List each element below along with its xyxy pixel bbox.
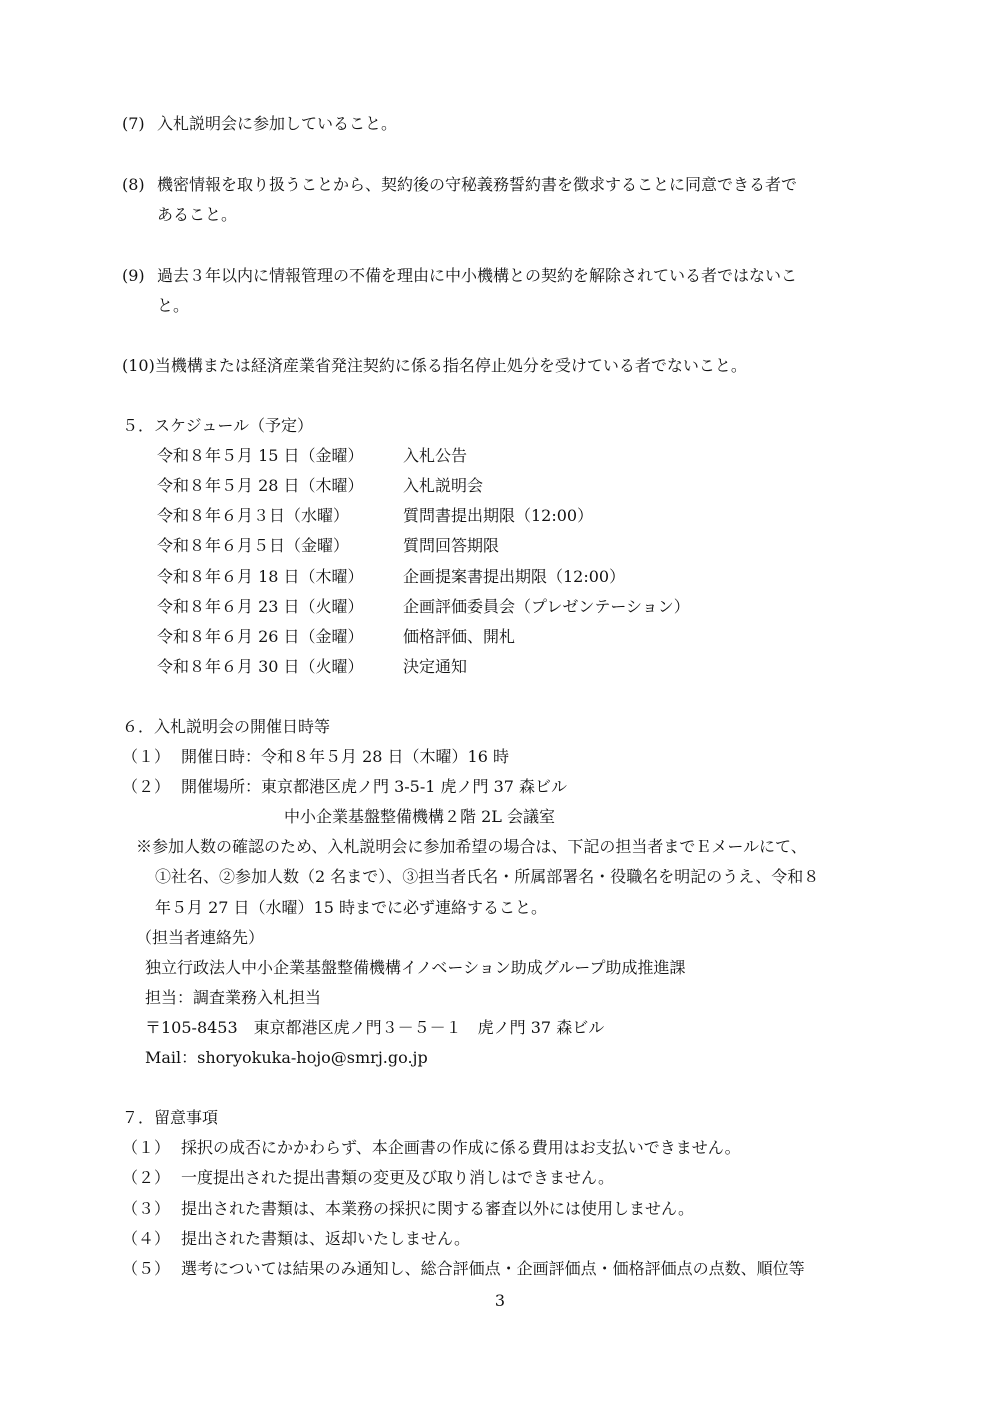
schedule-row-event: 決定通知 (403, 657, 468, 676)
briefing-item-1-number: （１） (122, 747, 171, 766)
schedule-row-date: 令和８年６月５日（金曜） (157, 536, 350, 555)
schedule-row-event: 入札説明会 (403, 476, 484, 495)
contact-label: （担当者連絡先） (136, 928, 265, 947)
note-item-number: （４） (122, 1229, 171, 1248)
schedule-row-date: 令和８年５月 15 日（金曜） (157, 446, 364, 465)
schedule-row-event: 入札公告 (403, 446, 468, 465)
condition-7-text: 入札説明会に参加していること。 (157, 114, 398, 133)
schedule-row-event: 質問回答期限 (403, 536, 500, 555)
schedule-row-event: 企画評価委員会（プレゼンテーション） (403, 597, 690, 616)
schedule-row-event: 企画提案書提出期限（12:00） (403, 567, 626, 586)
contact-organization: 独立行政法人中小企業基盤整備機構イノベーション助成グループ助成推進課 (145, 958, 686, 977)
note-item-number: （３） (122, 1199, 171, 1218)
notes-heading: ７．留意事項 (122, 1108, 219, 1127)
schedule-row-date: 令和８年６月 26 日（金曜） (157, 627, 364, 646)
schedule-row-event: 価格評価、開札 (403, 627, 516, 646)
briefing-venue: 開催場所：東京都港区虎ノ門 3-5-1 虎ノ門 37 森ビル (181, 777, 568, 796)
schedule-row-date: 令和８年６月 18 日（木曜） (157, 567, 364, 586)
note-item-text: 採択の成否にかかわらず、本企画書の作成に係る費用はお支払いできません。 (181, 1138, 741, 1157)
briefing-note-cont: 年５月 27 日（水曜）15 時までに必ず連絡すること。 (155, 898, 547, 917)
condition-9-text: 過去３年以内に情報管理の不備を理由に中小機構との契約を解除されている者ではないこ (157, 266, 798, 285)
briefing-venue-room: 中小企業基盤整備機構２階 2L 会議室 (284, 807, 555, 826)
briefing-item-2-number: （２） (122, 777, 171, 796)
schedule-row-event: 質問書提出期限（12:00） (403, 506, 594, 525)
schedule-row-date: 令和８年６月３日（水曜） (157, 506, 350, 525)
condition-8-number: (8) (122, 175, 145, 194)
schedule-row-date: 令和８年６月 30 日（火曜） (157, 657, 364, 676)
note-item-number: （２） (122, 1168, 171, 1187)
condition-9-text-cont: と。 (157, 296, 190, 315)
briefing-heading: ６．入札説明会の開催日時等 (122, 717, 331, 736)
note-item-text: 提出された書類は、返却いたしません。 (181, 1229, 470, 1248)
schedule-row-date: 令和８年６月 23 日（火曜） (157, 597, 364, 616)
page-number: 3 (494, 1291, 506, 1310)
contact-address: 〒105-8453 東京都港区虎ノ門３－５－１ 虎ノ門 37 森ビル (145, 1018, 605, 1037)
briefing-note: ※参加人数の確認のため、入札説明会に参加希望の場合は、下記の担当者までＥメールにて、 (136, 837, 807, 856)
schedule-row-date: 令和８年５月 28 日（木曜） (157, 476, 364, 495)
schedule-heading: ５．スケジュール（予定） (122, 416, 314, 435)
briefing-datetime: 開催日時：令和８年５月 28 日（木曜）16 時 (181, 747, 509, 766)
condition-7-number: (7) (122, 114, 145, 133)
contact-email: Mail：shoryokuka-hojo@smrj.go.jp (145, 1048, 428, 1067)
contact-person: 担当：調査業務入札担当 (145, 988, 322, 1007)
note-item-text: 一度提出された提出書類の変更及び取り消しはできません。 (181, 1168, 614, 1187)
note-item-text: 選考については結果のみ通知し、総合評価点・企画評価点・価格評価点の点数、順位等 (181, 1259, 805, 1278)
condition-9-number: (9) (122, 266, 145, 285)
condition-8-text: 機密情報を取り扱うことから、契約後の守秘義務誓約書を徴求することに同意できる者で (157, 175, 798, 194)
note-item-number: （１） (122, 1138, 171, 1157)
condition-10-text: (10)当機構または経済産業省発注契約に係る指名停止処分を受けている者でないこと。 (122, 356, 747, 375)
condition-8-text-cont: あること。 (157, 205, 238, 224)
note-item-text: 提出された書類は、本業務の採択に関する審査以外には使用しません。 (181, 1199, 694, 1218)
note-item-number: （５） (122, 1259, 171, 1278)
briefing-note-cont: ①社名、②参加人数（2 名まで）、③担当者氏名・所属部署名・役職名を明記のうえ、令和８ (155, 867, 820, 886)
